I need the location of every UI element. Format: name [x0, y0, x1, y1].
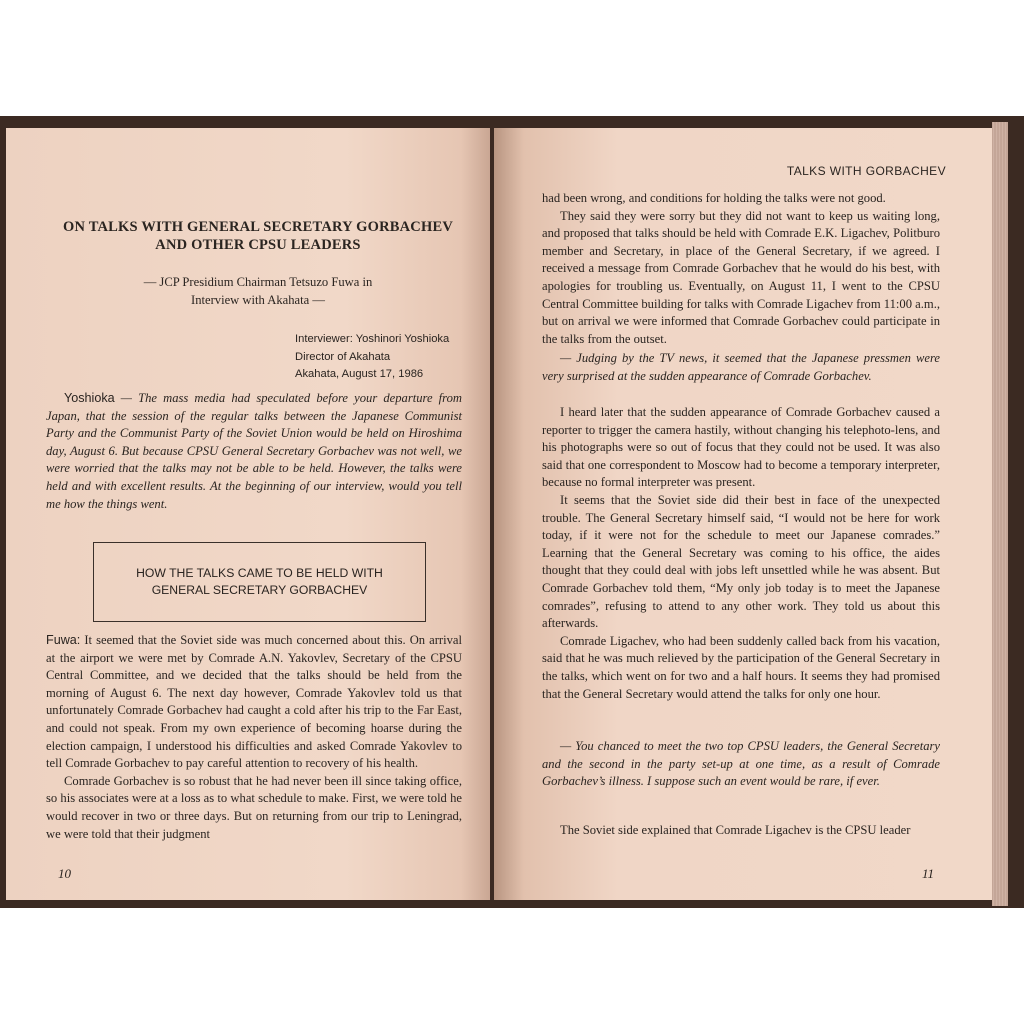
body-text-top	[542, 190, 940, 348]
question-text: — The mass media had speculated before your departure from Japan, that the session of the regular talks between the Japanese Communist Party and the Communist Party of the Soviet Union would be held on Hiroshima day, August 6. But because CPSU General Secretary Gorbachev was not well, we were worried that the talks may not be able to be held. However, the talks were held and with excellent results. At the beginning of our interview, would you tell me how the things went.	[46, 391, 462, 511]
page-number-right: 11	[922, 866, 935, 881]
paragraph: had been wrong, and conditions for holding the talks were not good.	[542, 191, 886, 205]
page-edges	[992, 122, 1008, 906]
paragraph: The Soviet side explained that Comrade Ligachev is the CPSU leader	[560, 823, 911, 837]
body-text-middle	[542, 404, 940, 703]
interviewer-credit	[295, 331, 495, 384]
question-block	[46, 390, 462, 513]
interviewer-line: Akahata, August 17, 1986	[295, 368, 424, 381]
question-text: — You chanced to meet the two top CPSU leaders, the General Secretary and the second in the party set-up at one time, as a result of Comrade Gorbachev’s illness. I suppose such an event would be rare, if ever.	[542, 739, 940, 789]
answer-block	[46, 632, 462, 843]
interviewer-line: Director of Akahata	[295, 350, 391, 363]
body-text-bottom	[542, 822, 940, 840]
paragraph: Comrade Gorbachev is so robust that he had never been ill since taking office, so his associates were at a loss as to what schedule to make. First, we were told he would recover in two or three days. But on returning from our trip to Leningrad, we were told that their judgment	[46, 773, 462, 841]
question-speaker: Yoshioka	[64, 391, 115, 405]
right-page	[494, 128, 992, 900]
section-heading-box	[93, 542, 426, 622]
paragraph: It seems that the Soviet side did their best in face of the unexpected trouble. The General Secretary himself said, “I would not be here for work today, if it were not for the schedule to meet our Japanese comrades.” Learning that the General Secretary was coming to his office, the aides thought that they could deal with jobs left unsettled while he was absent. But Comrade Gorbachev told them, “My only job today is to meet the Japanese comrades”, refusing to attend to any other work. They told us about this afterwards.	[542, 492, 940, 631]
question-block	[542, 738, 940, 791]
book-spread	[0, 116, 1024, 908]
paragraph: Comrade Ligachev, who had been suddenly called back from his vacation, said that he was much relieved by the participation of the General Secretary in the talks, which went on for two and a half hours. It seems they had promised that the General Secretary would attend the talks for only one hour.	[542, 633, 940, 701]
running-head: TALKS WITH GORBACHEV	[786, 164, 946, 178]
question-text: — Judging by the TV news, it seemed that the Japanese pressmen were very surprised at the sudden appearance of Comrade Gorbachev.	[542, 351, 940, 383]
article-title: ON TALKS WITH GENERAL SECRETARY GORBACHEV AND OTHER CPSU LEADERS	[62, 219, 453, 253]
interviewer-line: Interviewer: Yoshinori Yoshioka	[295, 333, 450, 345]
question-block	[542, 350, 940, 385]
article-subtitle: — JCP Presidium Chairman Tetsuzo Fuwa in Interview with Akahata —	[143, 275, 373, 307]
page-number-left: 10	[58, 866, 71, 881]
answer-speaker: Fuwa:	[46, 633, 81, 647]
paragraph: I heard later that the sudden appearance of Comrade Gorbachev caused a reporter to trigger the camera hastily, without changing his telephoto-lens, and his photographs were so out of focus that they could not be used. It was also said that one correspondent to Moscow had to become a temporary interpreter, because no formal interpreter was present.	[542, 405, 940, 490]
section-heading: HOW THE TALKS CAME TO BE HELD WITH GENERAL SECRETARY GORBACHEV	[136, 566, 383, 597]
left-page	[6, 128, 490, 900]
paragraph: They said they were sorry but they did not want to keep us waiting long, and proposed that talks should be held with Comrade E.K. Ligachev, Politburo member and Secretary, in place of the General Secretary, if we agreed. I received a message from Comrade Gorbachev that he would do his best, with apologies for troubling us. Eventually, on August 11, I went to the CPSU Central Committee building for talks with Comrade Ligachev from 11:00 a.m., but on arrival we were informed that Comrade Gorbachev could participate in the talks from the outset.	[542, 208, 940, 346]
answer-text: It seemed that the Soviet side was much concerned about this. On arrival at the airport we were met by Comrade A.N. Yakovlev, Secretary of the CPSU Central Committee, and we decided that the talks should be held from the morning of August 6. The next day however, Comrade Yakovlev told us that unfortunately Comrade Gorbachev had caught a cold after his trip to the Far East, and could not speak. From my own experience of becoming hoarse during the election campaign, I understood his difficulties and asked Comrade Yakovlev to tell Comrade Gorbachev to pay careful attention to recovery of his health.	[46, 633, 462, 771]
